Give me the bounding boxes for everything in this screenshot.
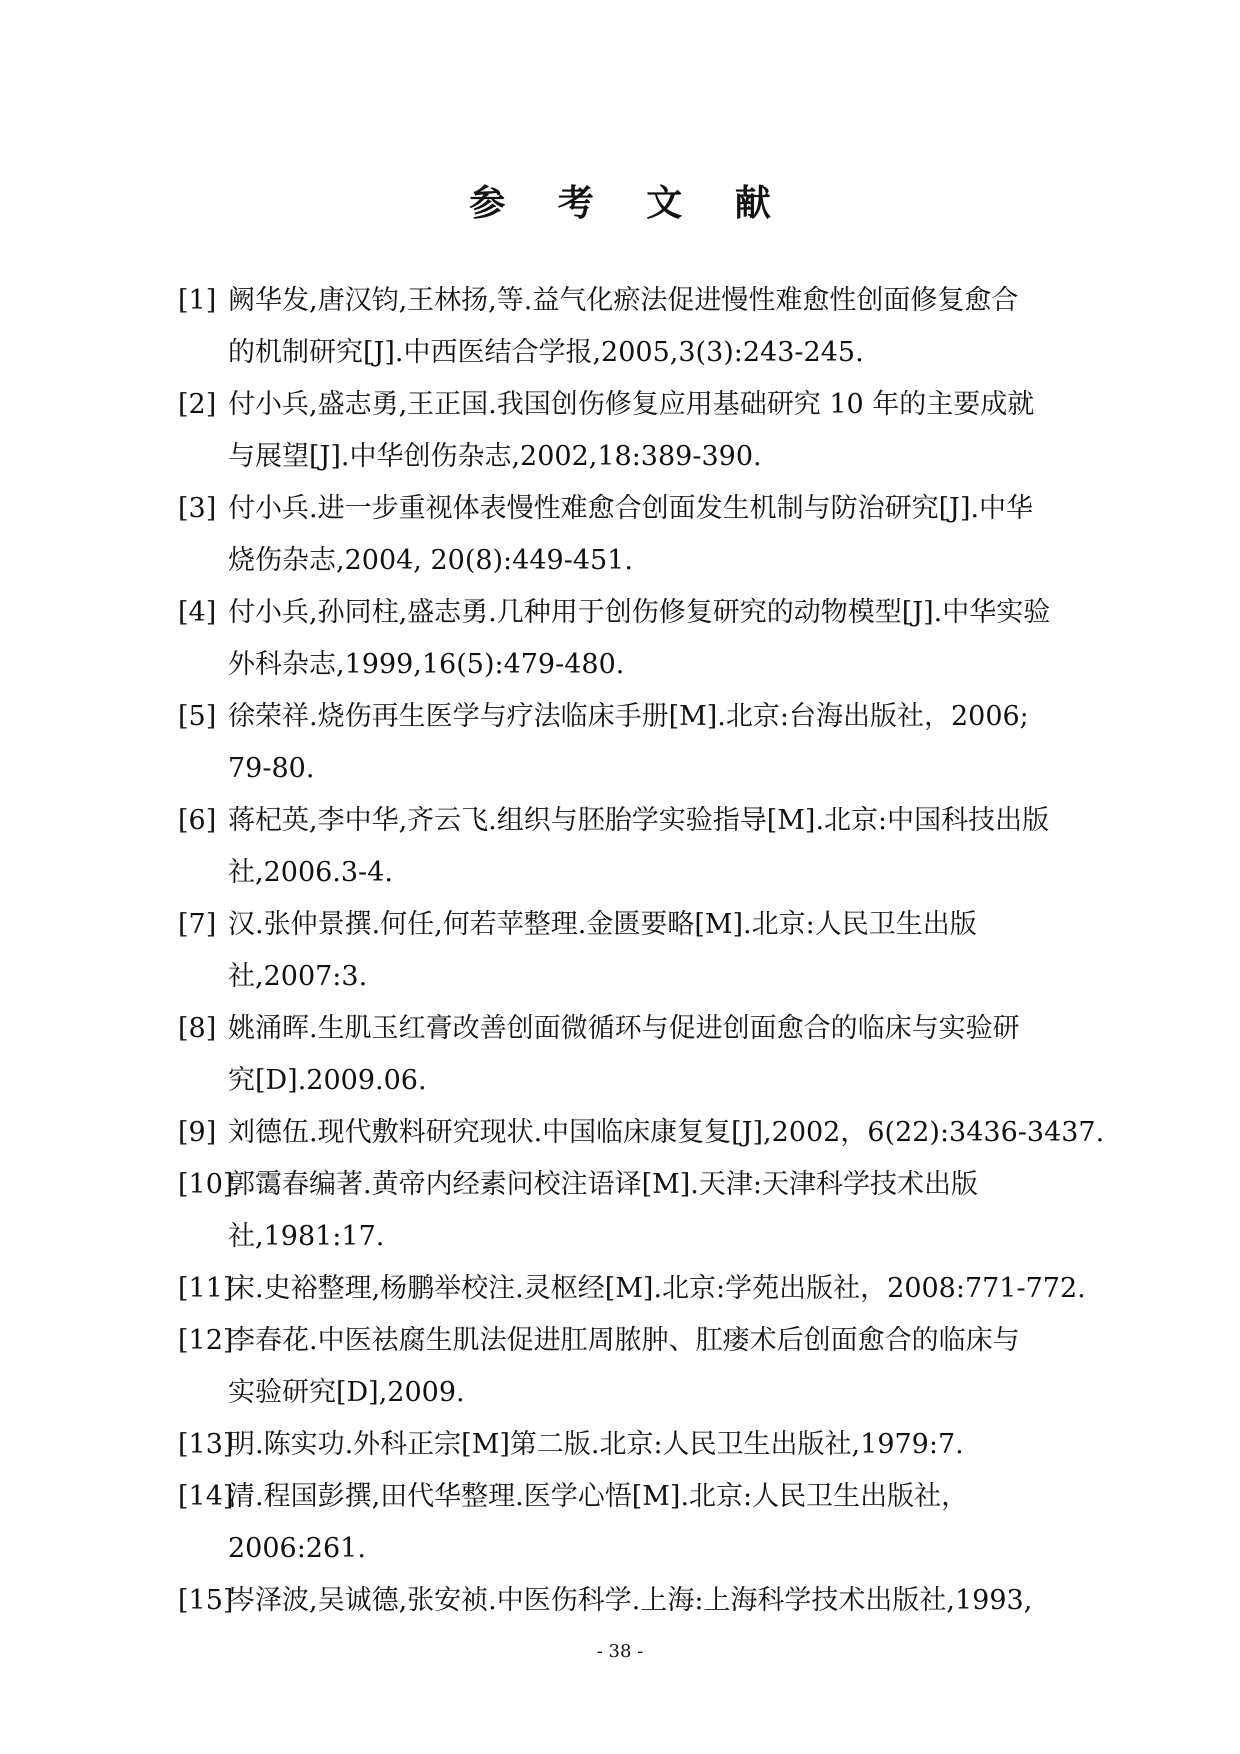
reference-label: [5] — [178, 701, 217, 732]
reference-item — [178, 1003, 1098, 1107]
reference-text: 宋.史裕整理,杨鹏举校注.灵枢经[M].北京:学苑出版社，2008:771-772. — [228, 1273, 1086, 1304]
reference-item — [178, 275, 1098, 379]
reference-text-continued: 烧伤杂志,2004, 20(8):449-451. — [228, 545, 633, 576]
reference-text-continued: 2006:261. — [228, 1533, 366, 1564]
page-number: - 38 - — [596, 1641, 644, 1662]
reference-item — [178, 483, 1098, 587]
reference-item — [178, 1471, 1098, 1575]
reference-text-continued: 社,2006.3-4. — [228, 857, 393, 888]
reference-list — [178, 275, 1105, 1627]
reference-text-continued: 79-80. — [228, 753, 315, 784]
reference-text: 清.程国彭撰,田代华整理.医学心悟[M].北京:人民卫生出版社， — [228, 1481, 969, 1512]
reference-text-continued: 与展望[J].中华创伤杂志,2002,18:389-390. — [228, 441, 762, 472]
reference-label: [3] — [178, 493, 217, 524]
reference-item — [178, 691, 1098, 795]
reference-label: [7] — [178, 909, 217, 940]
reference-label: [4] — [178, 597, 217, 628]
reference-text-continued: 实验研究[D],2009. — [228, 1377, 465, 1408]
reference-label: [9] — [178, 1117, 217, 1148]
reference-item — [178, 795, 1098, 899]
reference-text: 蒋杞英,李中华,齐云飞.组织与胚胎学实验指导[M].北京:中国科技出版 — [228, 805, 1050, 836]
reference-label: [12] — [178, 1325, 234, 1356]
reference-text: 明.陈实功.外科正宗[M]第二版.北京:人民卫生出版社,1979:7. — [228, 1429, 964, 1460]
reference-item — [178, 1419, 1098, 1471]
reference-item — [178, 587, 1098, 691]
reference-text: 姚涌晖.生肌玉红膏改善创面微循环与促进创面愈合的临床与实验研 — [228, 1013, 1020, 1044]
reference-label: [14] — [178, 1481, 234, 1512]
reference-item — [178, 899, 1098, 1003]
reference-text: 李春花.中医祛腐生肌法促进肛周脓肿、肛瘘术后创面愈合的临床与 — [228, 1325, 1020, 1356]
reference-label: [8] — [178, 1013, 217, 1044]
reference-label: [15] — [178, 1585, 234, 1616]
reference-text: 付小兵,孙同柱,盛志勇.几种用于创伤修复研究的动物模型[J].中华实验 — [228, 597, 1051, 628]
reference-text: 徐荣祥.烧伤再生医学与疗法临床手册[M].北京:台海出版社，2006; — [228, 701, 1029, 732]
reference-text: 阙华发,唐汉钧,王林扬,等.益气化瘀法促进慢性难愈性创面修复愈合 — [228, 285, 1019, 316]
reference-text: 付小兵.进一步重视体表慢性难愈合创面发生机制与防治研究[J].中华 — [228, 493, 1034, 524]
reference-text: 汉.张仲景撰.何任,何若苹整理.金匮要略[M].北京:人民卫生出版 — [228, 909, 977, 940]
reference-label: [2] — [178, 389, 217, 420]
reference-item — [178, 1107, 1105, 1159]
reference-text-continued: 社,2007:3. — [228, 961, 368, 992]
page-title: 参 考 文 献 — [469, 182, 791, 224]
reference-item — [178, 1315, 1098, 1419]
reference-text-continued: 社,1981:17. — [228, 1221, 385, 1252]
reference-text: 付小兵,盛志勇,王正国.我国创伤修复应用基础研究 10 年的主要成就 — [228, 389, 1035, 420]
reference-label: [11] — [178, 1273, 234, 1304]
reference-text: 郭霭春编著.黄帝内经素问校注语译[M].天津:天津科学技术出版 — [228, 1169, 978, 1200]
reference-text-continued: 外科杂志,1999,16(5):479-480. — [228, 649, 625, 680]
reference-item — [178, 1575, 1098, 1627]
reference-text: 刘德伍.现代敷料研究现状.中国临床康复复[J],2002，6(22):3436-3437. — [228, 1117, 1105, 1148]
reference-item — [178, 1263, 1098, 1315]
reference-label: [6] — [178, 805, 217, 836]
reference-label: [1] — [178, 285, 217, 316]
reference-text: 岑泽波,吴诚德,张安祯.中医伤科学.上海:上海科学技术出版社,1993, — [228, 1585, 1033, 1616]
reference-item — [178, 379, 1098, 483]
reference-label: [13] — [178, 1429, 234, 1460]
reference-item — [178, 1159, 1098, 1263]
reference-text-continued: 究[D].2009.06. — [228, 1065, 427, 1096]
reference-label: [10] — [178, 1169, 234, 1200]
reference-text-continued: 的机制研究[J].中西医结合学报,2005,3(3):243-245. — [228, 337, 864, 368]
